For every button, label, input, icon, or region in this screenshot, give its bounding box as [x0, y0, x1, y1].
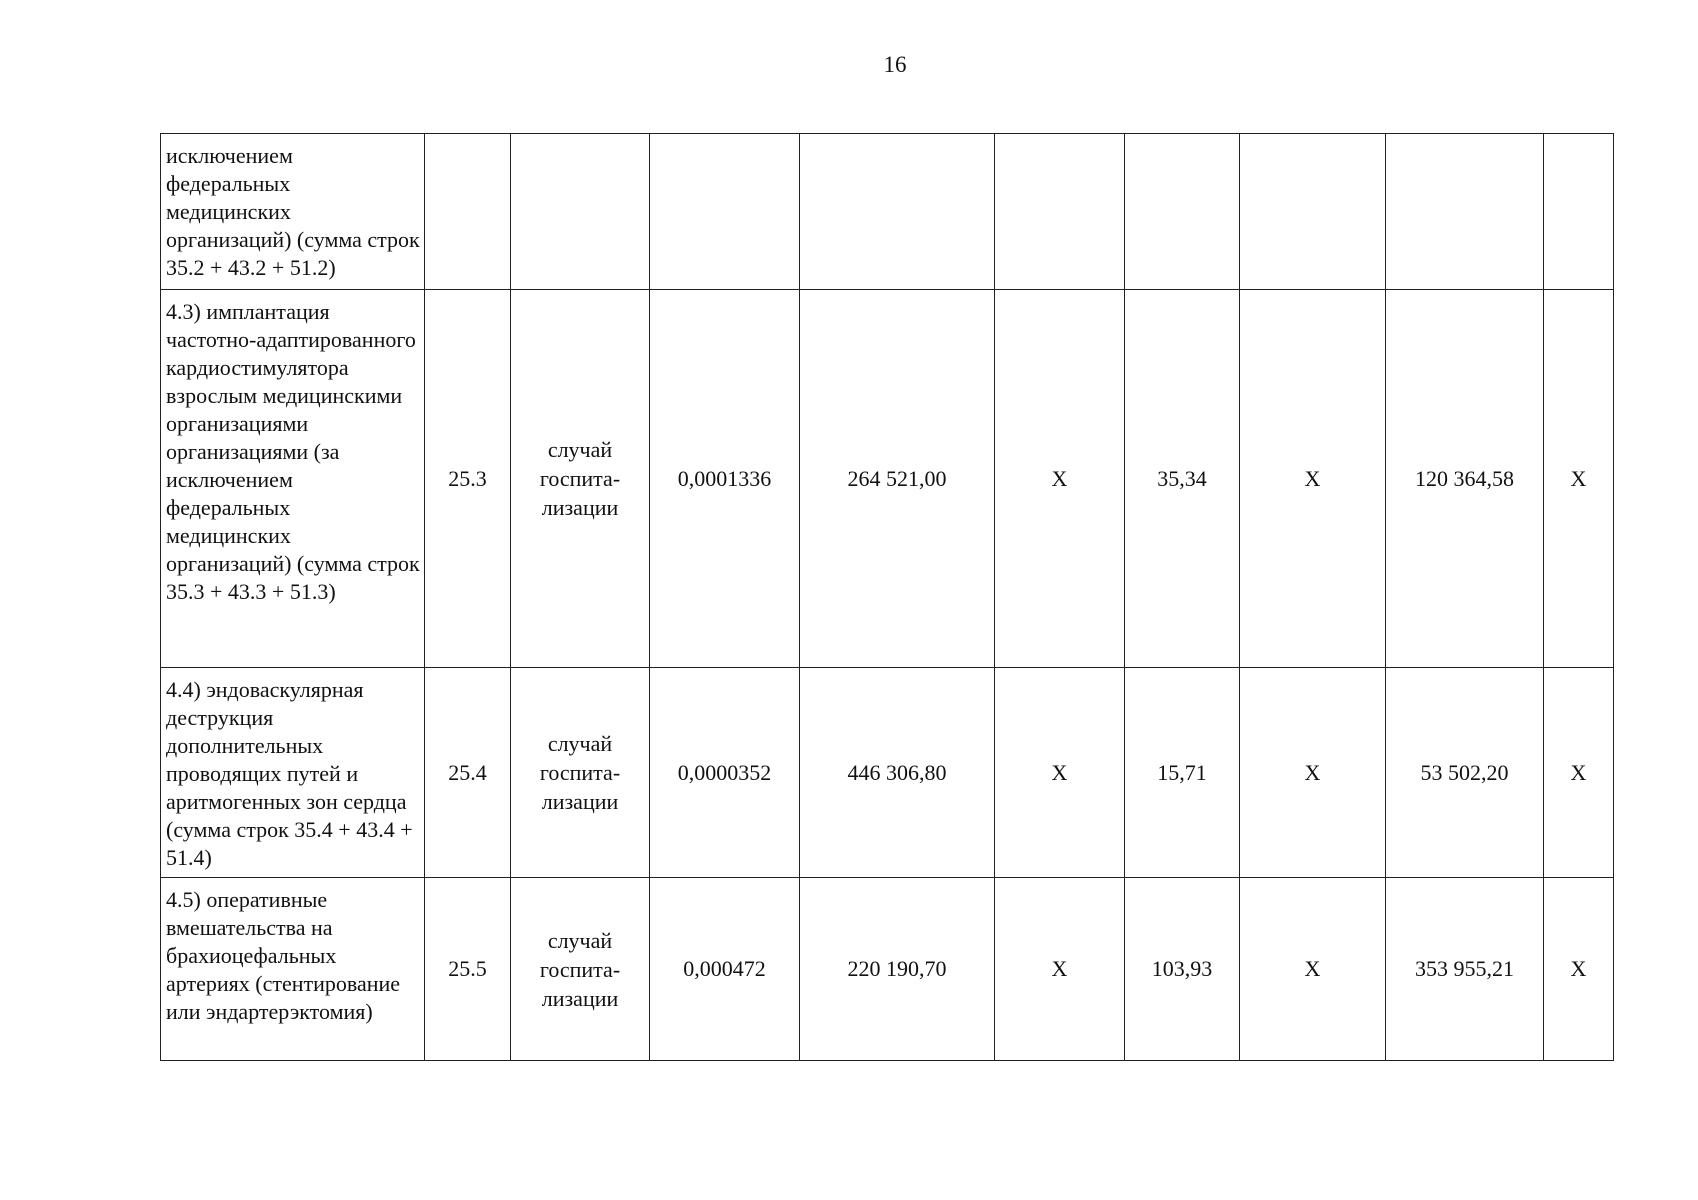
row-description: 4.4) эндоваскулярная деструкция дополнительных проводящих путей и аритмогенных зон сердца (сумма строк 35.4 + 43.4 + 51.4)	[161, 668, 425, 878]
row-col6: Х	[995, 668, 1125, 878]
row-norm: 0,0001336	[650, 290, 800, 668]
row-col7: 103,93	[1125, 878, 1240, 1061]
row-col7: 35,34	[1125, 290, 1240, 668]
row-cost	[800, 134, 995, 290]
row-col10: Х	[1544, 668, 1614, 878]
row-number: 25.3	[425, 290, 511, 668]
row-col7: 15,71	[1125, 668, 1240, 878]
table-row	[161, 134, 1614, 290]
row-cost: 220 190,70	[800, 878, 995, 1061]
row-unit	[511, 668, 650, 878]
row-norm: 0,000472	[650, 878, 800, 1061]
unit-text: случай госпита-лизации	[539, 437, 621, 520]
row-cost: 264 521,00	[800, 290, 995, 668]
row-col10: Х	[1544, 290, 1614, 668]
table-row	[161, 878, 1614, 1061]
row-col8: Х	[1240, 878, 1386, 1061]
row-col9: 120 364,58	[1386, 290, 1544, 668]
row-col8: Х	[1240, 290, 1386, 668]
row-unit	[511, 290, 650, 668]
row-col10: Х	[1544, 878, 1614, 1061]
unit-text: случай госпита-лизации	[539, 927, 621, 1011]
page-number: 16	[883, 52, 907, 77]
row-col7	[1125, 134, 1240, 290]
row-description: 4.5) оперативные вмешательства на брахиоцефальных артериях (стентирование или эндартерэктомия)	[161, 878, 425, 1061]
row-norm	[650, 134, 800, 290]
row-description: 4.3) имплантация частотно-адаптированного кардиостимулятора взрослым медицинскими организациями организациями (за исключением федеральных медицинских организаций) (сумма строк 35.3 + 43.3 + 51.3)	[161, 290, 425, 668]
row-col10	[1544, 134, 1614, 290]
row-col9	[1386, 134, 1544, 290]
row-col9: 53 502,20	[1386, 668, 1544, 878]
row-col8	[1240, 134, 1386, 290]
row-unit	[511, 134, 650, 290]
row-col6: Х	[995, 878, 1125, 1061]
table-row	[161, 290, 1614, 668]
row-unit	[511, 878, 650, 1061]
unit-text: случай госпита-лизации	[539, 731, 621, 814]
row-number: 25.5	[425, 878, 511, 1061]
data-table	[160, 133, 1614, 1061]
row-norm: 0,0000352	[650, 668, 800, 878]
row-description: исключением федеральных медицинских организаций) (сумма строк 35.2 + 43.2 + 51.2)	[161, 134, 425, 290]
row-col9: 353 955,21	[1386, 878, 1544, 1061]
row-number: 25.4	[425, 668, 511, 878]
row-col6: Х	[995, 290, 1125, 668]
row-col8: Х	[1240, 668, 1386, 878]
row-col6	[995, 134, 1125, 290]
row-cost: 446 306,80	[800, 668, 995, 878]
row-number	[425, 134, 511, 290]
table-row	[161, 668, 1614, 878]
